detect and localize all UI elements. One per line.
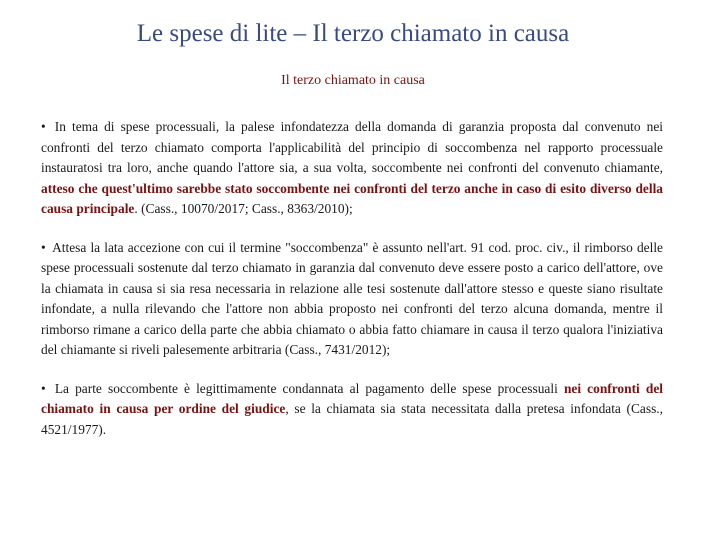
bullet-text: In tema di spese processuali, la palese infondatezza della domanda di garanzia proposta dal convenuto nei confronti del terzo chiamato comporta l'applicabilità del principio di soccombenza nel rapporto processuale instauratosi tra loro, anche quando l'attore sia, a sua volta, soccombente nei confronti del convenuto chiamante, xyxy=(41,119,663,175)
slide-subtitle: Il terzo chiamato in causa xyxy=(281,73,425,88)
bullet-paragraph-3 xyxy=(41,379,663,441)
slide-content xyxy=(41,117,663,440)
bullet-marker: • xyxy=(41,239,46,255)
bullet-emphasis: nei confronti del chiamato in causa per ordine del giudice xyxy=(41,380,663,416)
bullet-paragraph-1 xyxy=(41,117,663,220)
bullet-text-after: , se la chiamata sia stata necessitata dalla pretesa infondata (Cass., 4521/1977). xyxy=(41,401,663,437)
bullet-text: La parte soccombente è legittimamente condannata al pagamento delle spese processuali xyxy=(54,380,564,396)
bullet-marker: • xyxy=(41,119,46,134)
bullet-marker: • xyxy=(41,380,46,396)
bullet-paragraph-2 xyxy=(41,238,663,361)
bullet-emphasis: atteso che quest'ultimo sarebbe stato soccombente nei confronti del terzo anche in caso di esito diverso della causa principale xyxy=(41,180,663,216)
slide-title: Le spese di lite – Il terzo chiamato in causa xyxy=(136,20,570,47)
bullet-text-after: . (Cass., 10070/2017; Cass., 8363/2010); xyxy=(134,201,353,216)
bullet-text: Attesa la lata accezione con cui il termine "soccombenza" è assunto nell'art. 91 cod. proc. civ., il rimborso delle spese processuali sostenute dal terzo chiamato in garanzia dal convenuto deve essere posto a carico dell'attore, ove la chiamata in causa si sia resa necessaria in relazione alle tesi sostenute dall'attore stesso e queste siano risultate infondate, a nulla rilevando che l'attore non abbia proposto nei confronti del terzo alcuna domanda, mentre il rimborso rimane a carico della parte che abbia chiamato o abbia fatto chiamare in causa il terzo qualora l'iniziativa del chiamante si riveli palesemente arbitraria (Cass., 7431/2012); xyxy=(41,239,664,357)
